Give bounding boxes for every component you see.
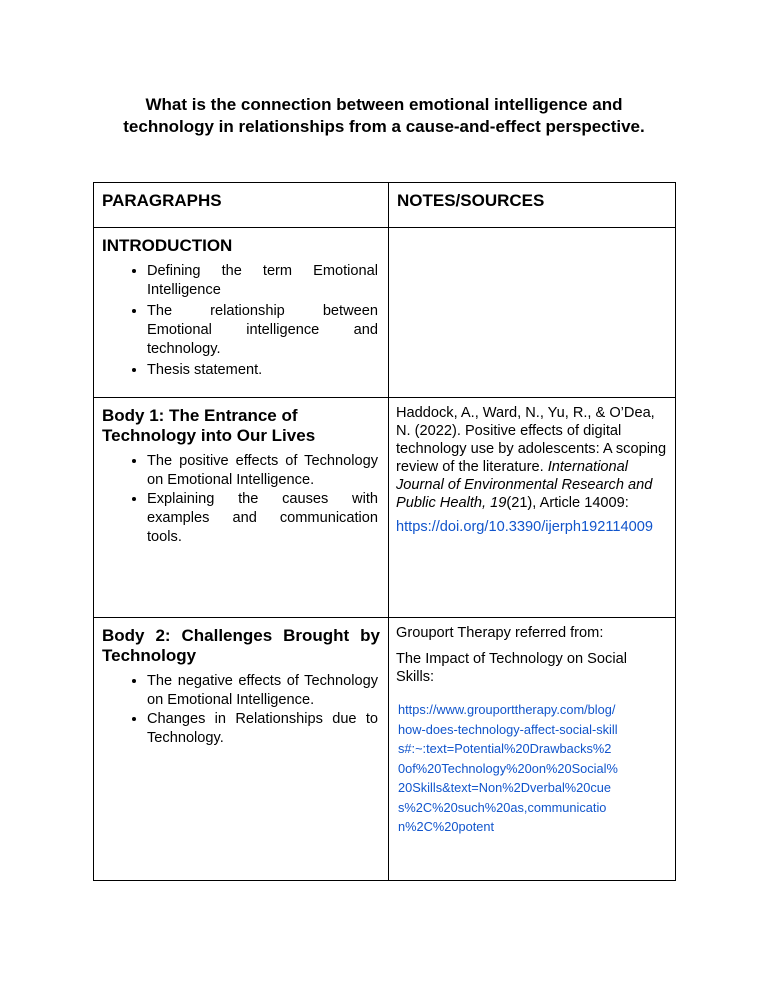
section-heading-body-2: Body 2: Challenges Brought by Technology — [102, 626, 380, 665]
paragraph-cell-introduction — [94, 228, 389, 398]
section-heading-introduction: INTRODUCTION — [102, 236, 233, 255]
table-row — [94, 398, 676, 618]
header-cell-paragraphs — [94, 183, 389, 228]
list-item: • The negative effects of Technology on Emotional Intelligence. — [147, 672, 378, 710]
doi-link[interactable]: https://doi.org/10.3390/ijerph192114009 — [396, 519, 653, 535]
bullet-list — [94, 452, 388, 547]
outline-table — [93, 182, 676, 881]
table-row — [94, 228, 676, 398]
notes-cell-introduction — [389, 228, 676, 398]
notes-body-2 — [389, 618, 675, 837]
list-item: • Changes in Relationships due to Technology. — [147, 710, 378, 748]
document-title — [0, 94, 768, 138]
list-item: • Defining the term Emotional Intelligence — [147, 262, 378, 300]
source-name: Grouport Therapy referred from: — [396, 625, 604, 641]
title-line-1: What is the connection between emotional intelligence and — [145, 95, 623, 114]
grouport-link[interactable]: https://www.grouporttherapy.com/blog/how-does-technology-affect-social-skills#:~:text=Potential%20Drawbacks%20of%20Technology%20on%20Social%20Skills&text=Non%2Dverbal%20cues%2C%20such%20as,communication%2C%20potent — [398, 702, 618, 834]
paragraph-cell-body-2 — [94, 618, 389, 881]
citation-body-1 — [389, 398, 675, 536]
source-title: The Impact of Technology on Social Skills: — [396, 651, 627, 685]
list-item: • Thesis statement. — [147, 361, 378, 380]
header-notes: NOTES/SOURCES — [397, 191, 545, 210]
notes-cell-body-1 — [389, 398, 676, 618]
list-item: • Explaining the causes with examples and communication tools. — [147, 490, 378, 547]
citation-issue: (21), Article 14009: — [506, 495, 629, 511]
paragraph-cell-body-1 — [94, 398, 389, 618]
list-item: • The positive effects of Technology on Emotional Intelligence. — [147, 452, 378, 490]
header-cell-notes — [389, 183, 676, 228]
table-row — [94, 618, 676, 881]
list-item: • The relationship between Emotional intelligence and technology. — [147, 302, 378, 359]
section-heading-body-1: Body 1: The Entrance of Technology into Our Lives — [102, 406, 316, 445]
notes-introduction — [389, 228, 675, 234]
citation-authors: Haddock, A., Ward, N., Yu, R., & O’Dea, N. (2022). Positive effects of digital technology use by adolescents: A scoping review of the literature. — [396, 405, 667, 475]
table-header-row — [94, 183, 676, 228]
title-line-2: technology in relationships from a cause-and-effect perspective. — [123, 117, 645, 136]
bullet-list — [94, 672, 388, 748]
bullet-list — [94, 262, 388, 380]
notes-cell-body-2 — [389, 618, 676, 881]
header-paragraphs: PARAGRAPHS — [102, 191, 222, 210]
citation-journal: International Journal of Environmental Research and Public Health, 19 — [396, 459, 653, 511]
